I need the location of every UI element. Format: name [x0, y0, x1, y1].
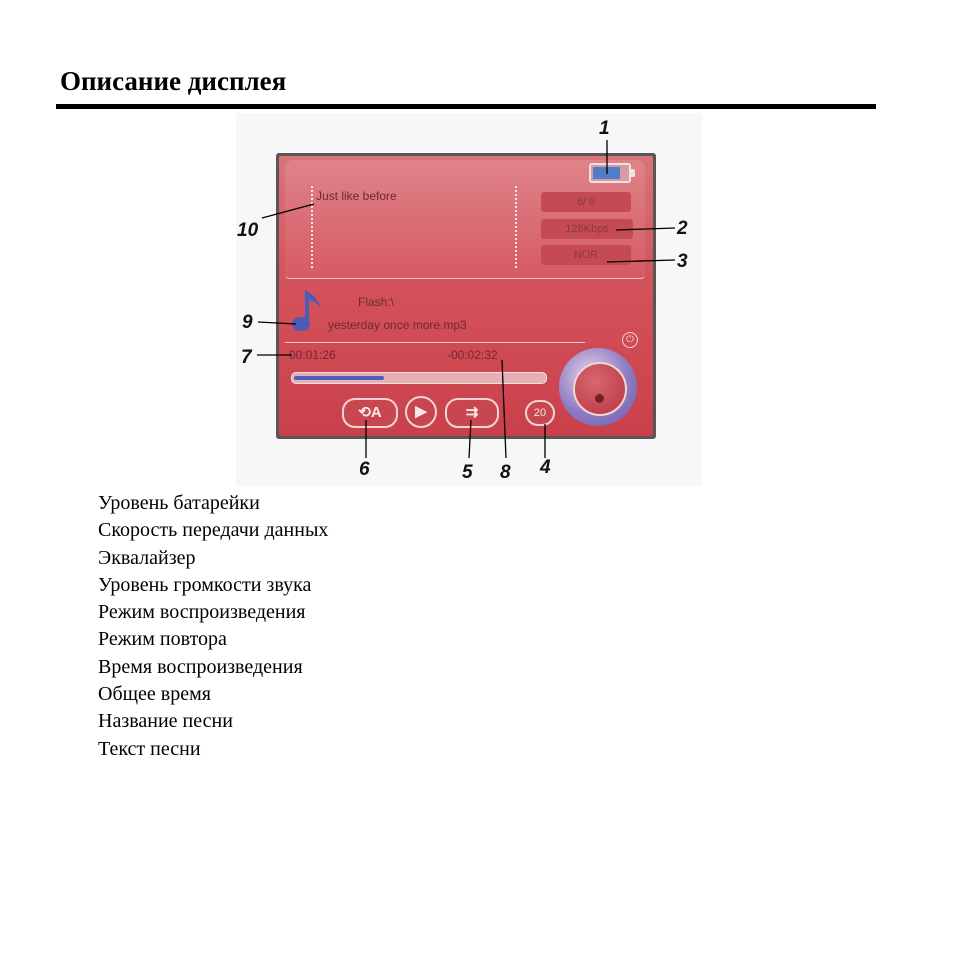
- lyric-bar-left: [311, 186, 313, 268]
- volume-level[interactable]: 20: [525, 400, 555, 426]
- progress-fill: [294, 376, 384, 380]
- legend-item: Скорость передачи данных: [98, 519, 329, 542]
- legend-item: Режим повтора: [98, 628, 227, 651]
- progress-bar[interactable]: [291, 372, 547, 384]
- play-icon: ▶: [415, 403, 427, 420]
- elapsed-time: 00:01:26: [289, 348, 336, 362]
- lyric-bar-right: [515, 186, 517, 268]
- knob-dot: [595, 394, 604, 403]
- legend-item: Текст песни: [98, 737, 201, 760]
- play-mode-button[interactable]: [445, 398, 499, 428]
- callout-7: 7: [241, 347, 252, 368]
- player-screen: [279, 156, 653, 436]
- callout-10: 10: [237, 220, 259, 241]
- play-button[interactable]: [405, 396, 437, 428]
- legend-item: Название песни: [98, 710, 233, 733]
- knob-center: [573, 362, 627, 416]
- callout-2: 2: [677, 218, 688, 239]
- legend-list: [98, 490, 328, 763]
- music-note-icon: [291, 284, 331, 334]
- power-icon[interactable]: ⏻: [622, 332, 638, 348]
- folder-path: Flash:\: [358, 295, 395, 309]
- repeat-icon: ⟲: [358, 404, 371, 421]
- legend-item: Эквалайзер: [98, 546, 196, 569]
- legend-item: Уровень батарейки: [98, 492, 260, 514]
- screen-divider: [285, 342, 585, 343]
- battery-icon: [589, 163, 631, 183]
- track-counter: 6/ 8: [541, 192, 631, 212]
- callout-4: 4: [540, 457, 551, 478]
- legend-item: Время воспроизведения: [98, 655, 303, 678]
- callout-6: 6: [359, 459, 370, 480]
- callout-9: 9: [242, 312, 253, 333]
- callout-5: 5: [462, 462, 473, 483]
- navigation-knob[interactable]: [559, 348, 637, 426]
- callout-3: 3: [677, 251, 688, 272]
- repeat-mode-button[interactable]: [342, 398, 398, 428]
- callout-1: 1: [599, 118, 610, 139]
- legend-item: Уровень громкости звука: [98, 573, 312, 596]
- callout-8: 8: [500, 462, 511, 483]
- play-mode-icon: ⇉: [465, 404, 479, 421]
- lyric-text: Just like before: [316, 189, 397, 203]
- page-title: Описание дисплея: [60, 66, 287, 96]
- total-time: -00:02:32: [447, 348, 498, 362]
- repeat-mode-label: A: [370, 404, 382, 421]
- legend-item: Общее время: [98, 683, 211, 706]
- song-title: yesterday once more.mp3: [328, 318, 467, 332]
- title-rule: [56, 104, 876, 109]
- equalizer-indicator: NOR: [541, 245, 631, 265]
- legend-item: Режим воспроизведения: [98, 601, 306, 624]
- bitrate-indicator: 128Kbps: [541, 219, 633, 239]
